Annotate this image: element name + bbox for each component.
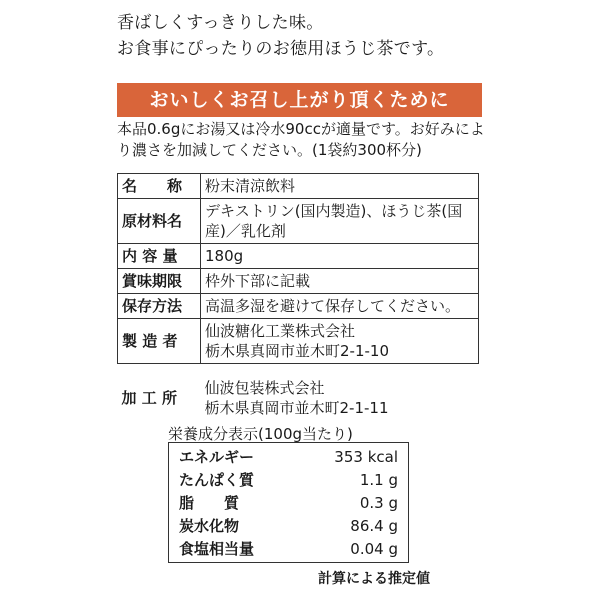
manufacturer-address: 栃木県真岡市並木町2-1-10	[205, 342, 389, 360]
spec-row-ingredients	[118, 199, 479, 244]
nutrition-row	[179, 492, 398, 515]
nutrition-row	[179, 469, 398, 492]
processor-address: 栃木県真岡市並木町2-1-11	[204, 399, 389, 417]
nutrition-value: 1.1 g	[359, 471, 398, 489]
spec-label: 保存方法	[118, 294, 201, 319]
spec-value	[201, 364, 479, 421]
spec-label: 賞味期限	[118, 269, 201, 294]
preparation-banner: おいしくお召し上がり頂くために	[117, 83, 482, 117]
nutrition-label: 炭水化物	[179, 517, 240, 535]
nutrition-value: 0.3 g	[359, 494, 398, 512]
spec-value: デキストリン(国内製造)、ほうじ茶(国産)／乳化剤	[201, 199, 479, 244]
nutrition-label: エネルギー	[179, 448, 255, 466]
nutrition-label: たんぱく質	[179, 471, 255, 489]
nutrition-row	[179, 538, 398, 561]
spec-value: 粉末清涼飲料	[201, 174, 479, 199]
nutrition-row	[179, 446, 398, 469]
intro-line-2: お食事にぴったりのお徳用ほうじ茶です。	[117, 39, 445, 59]
spec-row-best-before	[118, 269, 479, 294]
usage-instructions: 本品0.6gにお湯又は冷水90ccが適量です。お好みにより濃さを加減してください。(1袋約300杯分)	[117, 120, 485, 159]
spec-label: 名 称	[118, 174, 201, 199]
spec-value	[201, 319, 479, 364]
nutrition-value: 353 kcal	[334, 448, 398, 466]
processor-name: 仙波包装株式会社	[204, 379, 325, 397]
spec-label: 原材料名	[118, 199, 201, 244]
nutrition-title: 栄養成分表示(100g当たり)	[168, 425, 353, 443]
spec-label: 内 容 量	[118, 244, 201, 269]
intro-line-1: 香ばしくすっきりした味。	[117, 13, 324, 33]
spec-value: 高温多湿を避けて保存してください。	[201, 294, 479, 319]
nutrition-value: 0.04 g	[350, 540, 398, 558]
estimate-note: 計算による推定値	[318, 571, 430, 587]
spec-row-manufacturer	[118, 319, 479, 364]
spec-value: 枠外下部に記載	[201, 269, 479, 294]
nutrition-label: 食塩相当量	[179, 540, 255, 558]
spec-row-storage	[118, 294, 479, 319]
spec-row-processor	[118, 364, 479, 421]
manufacturer-name: 仙波糖化工業株式会社	[205, 322, 356, 340]
nutrition-value: 86.4 g	[350, 517, 398, 535]
spec-label: 加 工 所	[121, 389, 177, 407]
spec-value: 180g	[201, 244, 479, 269]
intro-text	[117, 10, 444, 62]
nutrition-table	[168, 442, 409, 563]
spec-label: 製 造 者	[118, 319, 201, 364]
nutrition-row	[179, 515, 398, 538]
spec-row-content	[118, 244, 479, 269]
nutrition-label: 脂 質	[179, 494, 240, 512]
spec-row-name	[118, 174, 479, 199]
product-info-table	[117, 173, 479, 420]
